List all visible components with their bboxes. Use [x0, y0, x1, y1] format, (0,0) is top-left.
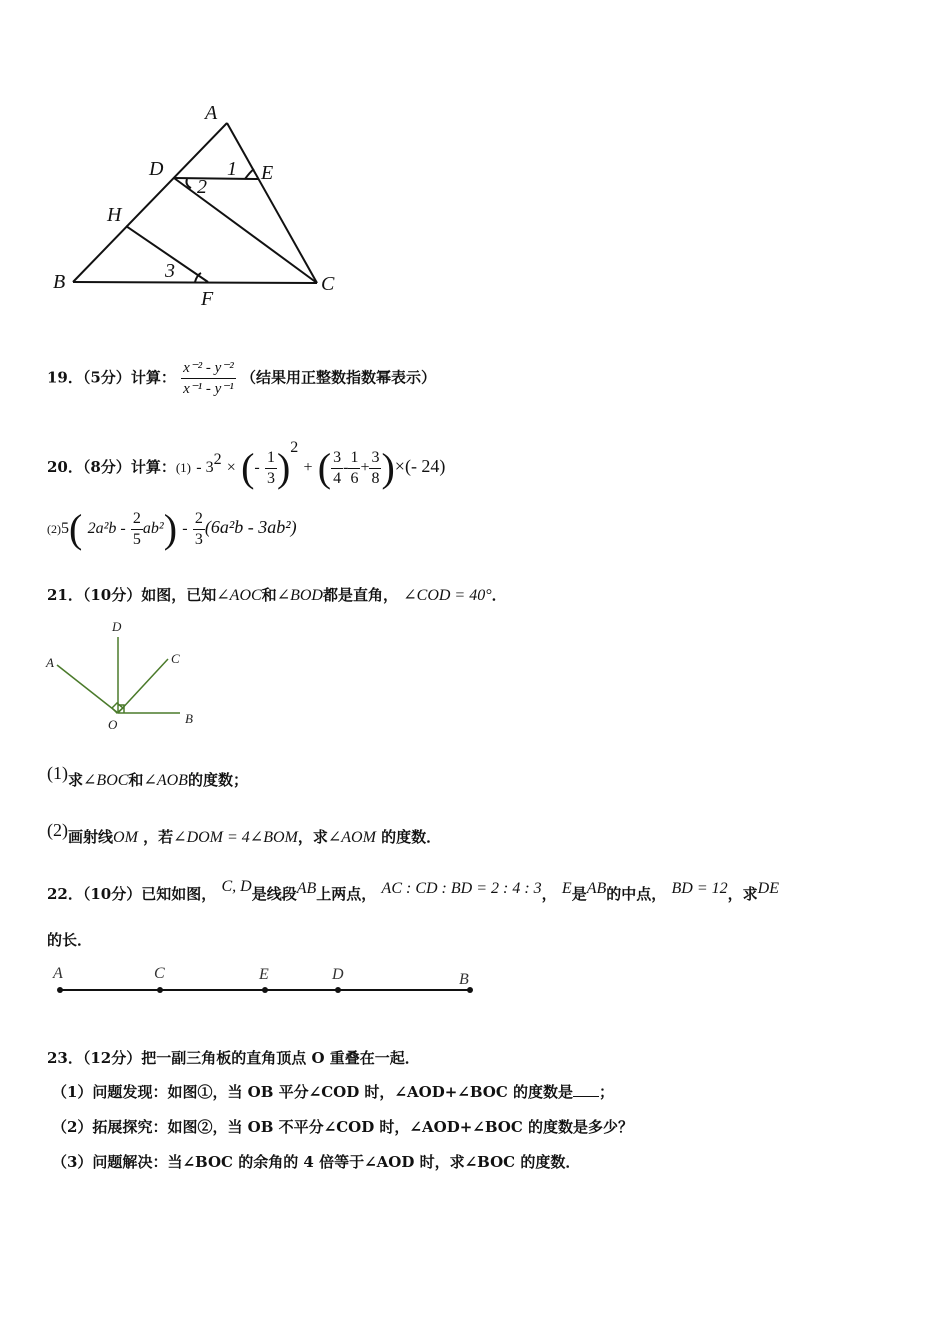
triangle-figure: [45, 95, 355, 310]
condition: ∠DOM = 4∠BOM: [173, 829, 298, 846]
fraction: [131, 509, 143, 550]
term-neg3: - 3: [196, 459, 214, 476]
angle-aom: ∠AOM: [327, 829, 376, 846]
question-23-part-3: （3）问题解决：当∠BOC 的余角的 4 倍等于∠AOD 时，求∠BOC 的度数．: [52, 1153, 581, 1171]
score: （10分）: [82, 586, 142, 604]
numerator: 1: [348, 448, 360, 469]
text: ，若: [143, 828, 174, 846]
question-21-part-1: [47, 758, 248, 788]
fraction: [369, 448, 381, 489]
label-f: F: [201, 288, 214, 310]
right-paren: ): [381, 445, 395, 490]
point-e: [262, 987, 268, 993]
side-bc: [73, 282, 317, 283]
point-a: [57, 987, 63, 993]
question-20-part-2: [47, 504, 297, 550]
text: ；: [599, 1083, 615, 1101]
question-19: [47, 358, 436, 399]
angle-bod: ∠BOD: [276, 587, 323, 604]
question-20: [47, 425, 446, 490]
segment-ab: AB: [586, 880, 607, 897]
text: 求: [68, 771, 84, 789]
exponent: 2: [213, 451, 222, 468]
numerator: 2: [193, 509, 205, 530]
label-a: A: [205, 102, 218, 124]
part-label: (1): [47, 763, 68, 783]
part-label: (2): [47, 522, 61, 536]
label-b: B: [185, 711, 193, 726]
points-cd: C, D: [221, 878, 252, 895]
label-a: A: [53, 965, 63, 982]
right-paren: ): [276, 445, 291, 490]
question-number: 21．: [47, 586, 83, 604]
coefficient: 5: [61, 520, 69, 537]
point-d: [335, 987, 341, 993]
text: 都是直角，: [322, 586, 398, 604]
denominator: 5: [132, 530, 141, 548]
text: 是: [571, 885, 587, 903]
verb: 计算：: [130, 368, 176, 387]
expression-fraction: [181, 358, 236, 399]
score: （8分）: [82, 458, 131, 476]
angle-mark-1: [245, 169, 254, 179]
side-ab: [73, 123, 227, 282]
numerator: 3: [331, 448, 343, 469]
exponent: 2: [290, 439, 299, 456]
label-angle-2: 2: [197, 176, 207, 198]
label-b: B: [459, 971, 469, 988]
plus-sign: +: [360, 459, 370, 476]
question-number: 19．: [47, 368, 83, 387]
label-d: D: [149, 158, 164, 180]
angle-aob: ∠AOB: [143, 772, 188, 789]
answer-blank[interactable]: [573, 1082, 599, 1097]
left-paren: (: [241, 445, 255, 490]
denominator: 6: [350, 469, 359, 487]
question-number: 22．: [47, 885, 83, 903]
text: 是线段: [251, 885, 297, 903]
text: 和: [128, 771, 144, 789]
text: ，: [541, 885, 557, 903]
term: 2a²b -: [87, 520, 126, 537]
angle-aoc: ∠AOC: [216, 587, 262, 604]
part-label: (2): [47, 820, 68, 840]
point-e: E: [561, 880, 572, 897]
numerator: 3: [369, 448, 381, 469]
ray-oa: [57, 665, 118, 713]
denominator: 3: [266, 469, 275, 487]
tail-term: (6a²b - 3ab²): [204, 517, 297, 537]
minus-sign: -: [343, 459, 349, 476]
note: （结果用正整数指数幂表示）: [240, 368, 436, 387]
text: 的中点，: [606, 885, 667, 903]
label-a: A: [46, 655, 54, 670]
segment-de: DE: [757, 880, 779, 897]
text: 如图，已知: [141, 586, 217, 604]
fraction: [331, 448, 343, 489]
question-number: 20．: [47, 458, 83, 476]
label-angle-1: 1: [227, 158, 237, 180]
segment-dc: [174, 178, 317, 283]
question-23-part-1: [52, 1082, 614, 1102]
denominator: 8: [371, 469, 380, 487]
term: ab²: [142, 520, 164, 537]
length-bd: BD = 12: [671, 880, 728, 897]
fraction-denominator: x⁻¹ - y⁻¹: [183, 381, 234, 397]
label-c: C: [154, 965, 165, 982]
side-ac: [227, 123, 317, 283]
left-paren: (: [69, 506, 83, 551]
label-o: O: [108, 717, 118, 732]
label-d: D: [112, 619, 122, 634]
plus-sign: +: [303, 459, 313, 476]
text: ，求: [297, 828, 328, 846]
denominator: 4: [333, 469, 342, 487]
text: ，求: [727, 885, 758, 903]
text: 画射线: [68, 828, 114, 846]
part-label: (1): [175, 460, 191, 475]
label-c: C: [171, 651, 180, 666]
text: 的度数．: [381, 828, 442, 846]
segment-ab: AB: [296, 880, 317, 897]
tail-term: ×(- 24): [394, 456, 446, 476]
angle-figure: [40, 615, 210, 735]
ratio: AC : CD : BD = 2 : 4 : 3: [381, 880, 542, 897]
verb: 计算：: [130, 458, 176, 476]
label-c: C: [321, 273, 335, 295]
label-h: H: [107, 204, 122, 226]
label-e: E: [261, 162, 274, 184]
fraction-one-third: [265, 448, 277, 489]
denominator: 3: [194, 530, 203, 548]
numerator: 1: [265, 448, 277, 469]
label-angle-3: 3: [165, 260, 175, 282]
fraction: [348, 448, 360, 489]
point-c: [157, 987, 163, 993]
text: 上两点，: [316, 885, 377, 903]
numerator: 2: [131, 509, 143, 530]
question-21-part-2: [47, 815, 441, 845]
text: ．: [491, 586, 507, 604]
question-23-part-2: （2）拓展探究：如图②，当 OB 不平分∠COD 时，∠AOD+∠BOC 的度数是多少？: [52, 1118, 634, 1136]
angle-cod: ∠COD = 40°: [403, 587, 492, 604]
question-23: 23．（12分）把一副三角板的直角顶点 O 重叠在一起．: [47, 1049, 420, 1067]
fraction: [193, 509, 205, 550]
text: 的度数；: [187, 771, 248, 789]
ray-oc: [118, 659, 168, 713]
minus-sign: -: [182, 520, 188, 537]
times-sign: ×: [226, 459, 236, 476]
score: （5分）: [82, 368, 131, 387]
question-22-line-2: 的长．: [47, 931, 93, 949]
angle-boc: ∠BOC: [83, 772, 129, 789]
segment-figure: [45, 958, 485, 1010]
text: 已知如图，: [141, 885, 217, 903]
label-e: E: [259, 966, 269, 983]
text: 和: [261, 586, 277, 604]
minus-sign: -: [254, 459, 260, 476]
ray-om: OM: [113, 829, 138, 846]
label-d: D: [332, 966, 344, 983]
score: （10分）: [82, 885, 142, 903]
text: （1）问题发现：如图①，当 OB 平分∠COD 时，∠AOD+∠BOC 的度数是: [52, 1083, 574, 1101]
label-b: B: [53, 271, 66, 293]
fraction-numerator: x⁻² - y⁻²: [181, 358, 236, 379]
right-paren: ): [163, 506, 178, 551]
left-paren: (: [317, 445, 332, 490]
question-21: [47, 585, 507, 606]
question-22: [47, 872, 779, 902]
